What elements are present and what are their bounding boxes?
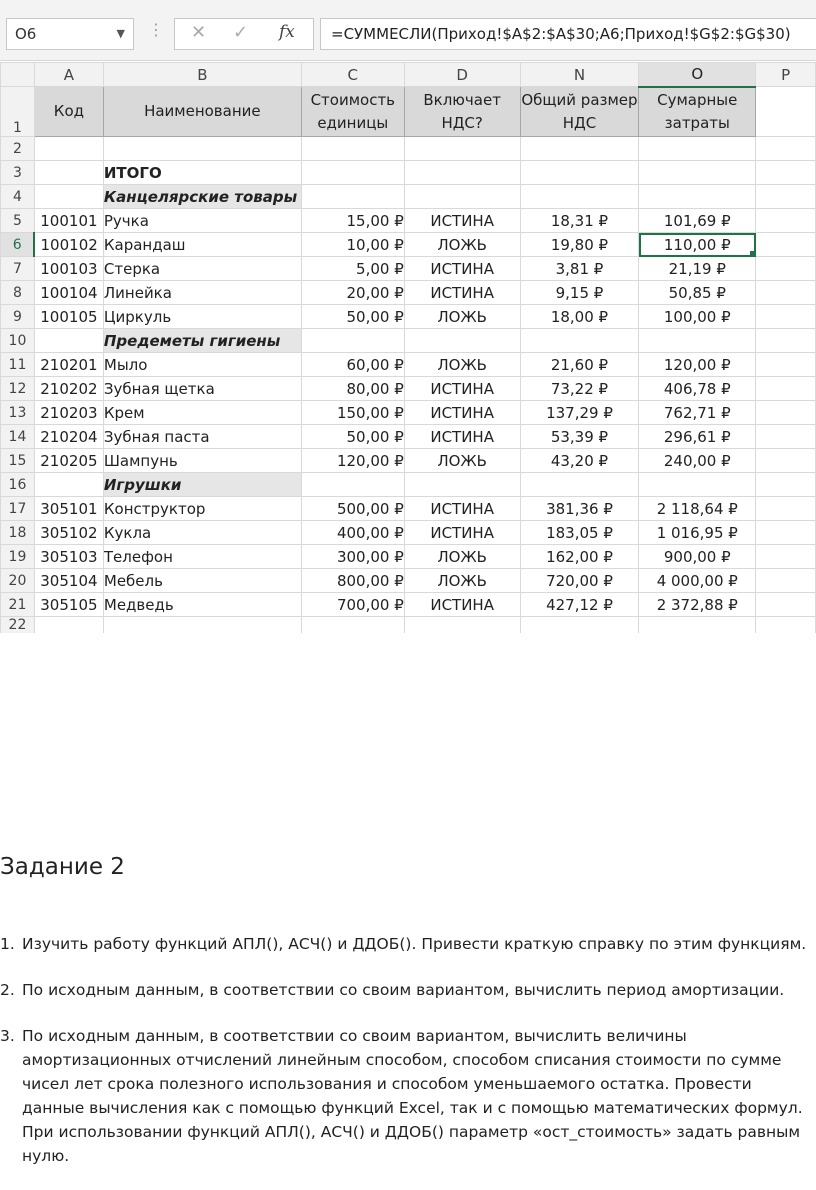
cell-vat-included[interactable]: ИСТИНА xyxy=(404,209,520,233)
list-item-text: По исходным данным, в соответствии со своим вариантом, вычислить период амортизации. xyxy=(22,981,785,999)
cell-unit-cost[interactable]: 60,00 ₽ xyxy=(301,353,404,377)
empty-cell[interactable] xyxy=(639,137,756,161)
name-box-value: O6 xyxy=(15,25,37,43)
cell-vat-included[interactable]: ЛОЖЬ xyxy=(404,353,520,377)
cell-name[interactable]: Кукла xyxy=(103,521,301,545)
empty-cell[interactable] xyxy=(34,617,103,634)
cell-vat-included[interactable]: ИСТИНА xyxy=(404,497,520,521)
header-cell-code[interactable]: Код xyxy=(34,87,103,137)
empty-cell[interactable] xyxy=(639,617,756,634)
empty-cell[interactable] xyxy=(404,473,520,497)
cell-vat-included[interactable]: ИСТИНА xyxy=(404,521,520,545)
cell-unit-cost[interactable]: 120,00 ₽ xyxy=(301,449,404,473)
row-header[interactable]: 5 xyxy=(1,209,35,233)
cell-total-cost[interactable]: 240,00 ₽ xyxy=(639,449,756,473)
empty-cell[interactable] xyxy=(639,185,756,209)
empty-cell[interactable] xyxy=(520,185,639,209)
empty-cell[interactable] xyxy=(301,473,404,497)
empty-cell[interactable] xyxy=(34,185,103,209)
task-list xyxy=(0,932,816,1190)
empty-cell[interactable] xyxy=(520,473,639,497)
table-row xyxy=(1,377,816,401)
cell-vat-included[interactable]: ИСТИНА xyxy=(404,377,520,401)
cell-vat-included[interactable]: ИСТИНА xyxy=(404,257,520,281)
row-header[interactable]: 9 xyxy=(1,305,35,329)
cell-vat-included[interactable]: ЛОЖЬ xyxy=(404,233,520,257)
formula-input[interactable] xyxy=(320,18,816,50)
cell-unit-cost[interactable]: 20,00 ₽ xyxy=(301,281,404,305)
cell-name[interactable]: Циркуль xyxy=(103,305,301,329)
empty-cell[interactable] xyxy=(756,281,816,305)
row-header[interactable]: 11 xyxy=(1,353,35,377)
select-all-corner[interactable] xyxy=(1,63,35,87)
list-item-number: 1. xyxy=(0,935,15,953)
empty-cell[interactable] xyxy=(756,329,816,353)
table-row xyxy=(1,161,816,185)
cell-total-cost[interactable]: 2 118,64 ₽ xyxy=(639,497,756,521)
cell-code[interactable]: 305104 xyxy=(34,569,103,593)
table-row xyxy=(1,233,816,257)
cell-vat-total[interactable]: 720,00 ₽ xyxy=(520,569,639,593)
cancel-icon[interactable]: ✕ xyxy=(191,22,207,43)
empty-cell[interactable] xyxy=(404,185,520,209)
cell-vat-total[interactable]: 381,36 ₽ xyxy=(520,497,639,521)
row-header[interactable]: 15 xyxy=(1,449,35,473)
cell-vat-total[interactable]: 53,39 ₽ xyxy=(520,425,639,449)
sheet-table xyxy=(0,62,816,633)
table-row xyxy=(1,545,816,569)
empty-cell[interactable] xyxy=(756,353,816,377)
table-row xyxy=(1,521,816,545)
cell-unit-cost[interactable]: 700,00 ₽ xyxy=(301,593,404,617)
empty-cell[interactable] xyxy=(756,401,816,425)
empty-cell[interactable] xyxy=(756,87,816,137)
empty-cell[interactable] xyxy=(404,137,520,161)
table-row xyxy=(1,401,816,425)
cell-name[interactable]: Конструктор xyxy=(103,497,301,521)
cell-name[interactable]: Зубная щетка xyxy=(103,377,301,401)
cell-name[interactable]: Зубная паста xyxy=(103,425,301,449)
column-header[interactable]: B xyxy=(103,63,301,87)
cell-unit-cost[interactable]: 15,00 ₽ xyxy=(301,209,404,233)
cell-vat-total[interactable]: 21,60 ₽ xyxy=(520,353,639,377)
cell-vat-total[interactable]: 183,05 ₽ xyxy=(520,521,639,545)
more-vertical-icon: ⋮ xyxy=(148,20,164,39)
cell-unit-cost[interactable]: 800,00 ₽ xyxy=(301,569,404,593)
cell-name[interactable]: Мебель xyxy=(103,569,301,593)
cell-total-cost[interactable]: 4 000,00 ₽ xyxy=(639,569,756,593)
cell-vat-included[interactable]: ИСТИНА xyxy=(404,425,520,449)
formula-text: =СУММЕСЛИ(Приход!$A$2:$A$30;A6;Приход!$G$2:$G$30) xyxy=(331,25,791,43)
empty-cell[interactable] xyxy=(520,137,639,161)
row-header[interactable]: 18 xyxy=(1,521,35,545)
table-header-row xyxy=(1,87,816,137)
column-header-selected[interactable]: O xyxy=(639,63,756,87)
empty-cell[interactable] xyxy=(756,617,816,634)
cell-vat-total[interactable]: 18,00 ₽ xyxy=(520,305,639,329)
row-header[interactable]: 22 xyxy=(1,617,35,634)
cell-name[interactable]: Линейка xyxy=(103,281,301,305)
row-header[interactable]: 17 xyxy=(1,497,35,521)
empty-cell[interactable] xyxy=(404,161,520,185)
empty-cell[interactable] xyxy=(756,233,816,257)
table-row xyxy=(1,425,816,449)
list-item xyxy=(0,1024,816,1168)
empty-cell[interactable] xyxy=(756,305,816,329)
cell-total-cost[interactable]: 120,00 ₽ xyxy=(639,353,756,377)
empty-cell[interactable] xyxy=(756,497,816,521)
empty-cell[interactable] xyxy=(756,449,816,473)
row-header[interactable]: 7 xyxy=(1,257,35,281)
table-row xyxy=(1,617,816,634)
cell-name[interactable]: Шампунь xyxy=(103,449,301,473)
cell-name[interactable]: Ручка xyxy=(103,209,301,233)
cell-name[interactable]: Медведь xyxy=(103,593,301,617)
row-header[interactable]: 1 xyxy=(1,87,35,137)
cell-unit-cost[interactable]: 5,00 ₽ xyxy=(301,257,404,281)
cell-code[interactable]: 100104 xyxy=(34,281,103,305)
cell-code[interactable]: 100105 xyxy=(34,305,103,329)
table-row xyxy=(1,593,816,617)
empty-cell[interactable] xyxy=(34,329,103,353)
check-icon[interactable]: ✓ xyxy=(233,22,249,43)
table-row xyxy=(1,281,816,305)
table-row xyxy=(1,137,816,161)
empty-cell[interactable] xyxy=(756,257,816,281)
cell-category[interactable]: Канцелярские товары xyxy=(103,185,301,209)
task-title: Задание 2 xyxy=(0,854,125,880)
empty-cell[interactable] xyxy=(301,137,404,161)
empty-cell[interactable] xyxy=(756,377,816,401)
column-header-row xyxy=(1,63,816,87)
empty-cell[interactable] xyxy=(301,329,404,353)
empty-cell[interactable] xyxy=(301,161,404,185)
empty-cell[interactable] xyxy=(756,185,816,209)
row-header[interactable]: 21 xyxy=(1,593,35,617)
row-header[interactable]: 8 xyxy=(1,281,35,305)
formula-bar xyxy=(0,0,816,61)
cell-vat-total[interactable]: 3,81 ₽ xyxy=(520,257,639,281)
row-header[interactable]: 3 xyxy=(1,161,35,185)
cell-vat-total[interactable]: 19,80 ₽ xyxy=(520,233,639,257)
table-row xyxy=(1,305,816,329)
cell-unit-cost[interactable]: 300,00 ₽ xyxy=(301,545,404,569)
list-item xyxy=(0,978,816,1002)
cell-vat-total[interactable]: 137,29 ₽ xyxy=(520,401,639,425)
cell-code[interactable]: 100103 xyxy=(34,257,103,281)
row-header[interactable]: 20 xyxy=(1,569,35,593)
header-cell-name[interactable]: Наименование xyxy=(103,87,301,137)
empty-cell[interactable] xyxy=(756,545,816,569)
cell-unit-cost[interactable]: 80,00 ₽ xyxy=(301,377,404,401)
cell-name[interactable]: Мыло xyxy=(103,353,301,377)
column-header[interactable]: N xyxy=(520,63,639,87)
column-header[interactable]: D xyxy=(404,63,520,87)
cell-code[interactable]: 210203 xyxy=(34,401,103,425)
empty-cell[interactable] xyxy=(301,185,404,209)
table-row xyxy=(1,497,816,521)
cell-total-cost[interactable]: 2 372,88 ₽ xyxy=(639,593,756,617)
list-item-text: По исходным данным, в соответствии со своим вариантом, вычислить величины амортизационных отчислений линейным способом, способом списания стоимости по сумме чисел лет срока полезного использования и способом уменьшаемого остатка. Провести данные вычисления как с помощью функций Excel, так и с помощью математических формул. При использовании функций АПЛ(), АСЧ() и ДДОБ() параметр «ост_стоимость» задать равным нулю. xyxy=(22,1027,803,1165)
cell-total-cost[interactable]: 762,71 ₽ xyxy=(639,401,756,425)
cell-vat-total[interactable]: 73,22 ₽ xyxy=(520,377,639,401)
list-item xyxy=(0,932,816,956)
cell-total-cost[interactable]: 50,85 ₽ xyxy=(639,281,756,305)
cell-vat-total[interactable]: 9,15 ₽ xyxy=(520,281,639,305)
row-header[interactable]: 16 xyxy=(1,473,35,497)
cell-total-label[interactable]: ИТОГО xyxy=(103,161,301,185)
cell-total-cost[interactable]: 1 016,95 ₽ xyxy=(639,521,756,545)
empty-cell[interactable] xyxy=(520,617,639,634)
empty-cell[interactable] xyxy=(301,617,404,634)
row-header[interactable]: 4 xyxy=(1,185,35,209)
cell-vat-total[interactable]: 427,12 ₽ xyxy=(520,593,639,617)
empty-cell[interactable] xyxy=(34,473,103,497)
cell-code[interactable]: 210202 xyxy=(34,377,103,401)
cell-vat-included[interactable]: ЛОЖЬ xyxy=(404,545,520,569)
name-box[interactable] xyxy=(6,18,134,50)
empty-cell[interactable] xyxy=(34,161,103,185)
cell-code[interactable]: 210205 xyxy=(34,449,103,473)
empty-cell[interactable] xyxy=(639,473,756,497)
empty-cell[interactable] xyxy=(520,329,639,353)
column-header[interactable]: C xyxy=(301,63,404,87)
formula-actions xyxy=(174,18,314,50)
fill-handle[interactable] xyxy=(750,251,756,257)
table-row xyxy=(1,185,816,209)
cell-vat-included[interactable]: ЛОЖЬ xyxy=(404,305,520,329)
row-header[interactable]: 2 xyxy=(1,137,35,161)
cell-category[interactable]: Игрушки xyxy=(103,473,301,497)
empty-cell[interactable] xyxy=(404,617,520,634)
row-header[interactable]: 14 xyxy=(1,425,35,449)
header-cell-vat-included[interactable]: Включает НДС? xyxy=(404,87,520,137)
table-row xyxy=(1,473,816,497)
column-header[interactable]: P xyxy=(756,63,816,87)
column-header[interactable]: A xyxy=(34,63,103,87)
list-item-text: Изучить работу функций АПЛ(), АСЧ() и ДДОБ(). Привести краткую справку по этим функциям. xyxy=(22,935,807,953)
cell-unit-cost[interactable]: 50,00 ₽ xyxy=(301,305,404,329)
empty-cell[interactable] xyxy=(103,617,301,634)
cell-name[interactable]: Крем xyxy=(103,401,301,425)
empty-cell[interactable] xyxy=(639,161,756,185)
chevron-down-icon[interactable]: ▼ xyxy=(116,27,125,40)
cell-total-cost[interactable]: 21,19 ₽ xyxy=(639,257,756,281)
table-row xyxy=(1,569,816,593)
cell-total-cost[interactable]: 101,69 ₽ xyxy=(639,209,756,233)
header-cell-unit-cost[interactable]: Стоимость единицы xyxy=(301,87,404,137)
cell-unit-cost[interactable]: 400,00 ₽ xyxy=(301,521,404,545)
cell-total-cost[interactable]: 296,61 ₽ xyxy=(639,425,756,449)
table-row xyxy=(1,329,816,353)
cell-total-cost[interactable]: 100,00 ₽ xyxy=(639,305,756,329)
list-item-number: 3. xyxy=(0,1027,15,1045)
empty-cell[interactable] xyxy=(756,569,816,593)
cell-vat-total[interactable]: 18,31 ₽ xyxy=(520,209,639,233)
table-row xyxy=(1,257,816,281)
cell-unit-cost[interactable]: 50,00 ₽ xyxy=(301,425,404,449)
empty-cell[interactable] xyxy=(756,521,816,545)
cell-unit-cost[interactable]: 500,00 ₽ xyxy=(301,497,404,521)
empty-cell[interactable] xyxy=(756,425,816,449)
cell-code[interactable]: 305101 xyxy=(34,497,103,521)
cell-vat-included[interactable]: ЛОЖЬ xyxy=(404,569,520,593)
cell-unit-cost[interactable]: 10,00 ₽ xyxy=(301,233,404,257)
cell-name[interactable]: Телефон xyxy=(103,545,301,569)
table-row xyxy=(1,353,816,377)
cell-vat-included[interactable]: ИСТИНА xyxy=(404,281,520,305)
cell-name[interactable]: Карандаш xyxy=(103,233,301,257)
empty-cell[interactable] xyxy=(103,137,301,161)
empty-cell[interactable] xyxy=(520,161,639,185)
empty-cell[interactable] xyxy=(756,473,816,497)
cell-vat-total[interactable]: 162,00 ₽ xyxy=(520,545,639,569)
table-row xyxy=(1,449,816,473)
empty-cell[interactable] xyxy=(404,329,520,353)
cell-vat-included[interactable]: ЛОЖЬ xyxy=(404,449,520,473)
cell-category[interactable]: Предеметы гигиены xyxy=(103,329,301,353)
cell-total-cost[interactable]: 110,00 ₽ xyxy=(639,233,756,257)
cell-vat-total[interactable]: 43,20 ₽ xyxy=(520,449,639,473)
empty-cell[interactable] xyxy=(756,161,816,185)
table-row xyxy=(1,209,816,233)
cell-total-cost[interactable]: 406,78 ₽ xyxy=(639,377,756,401)
row-header[interactable]: 6 xyxy=(1,233,35,257)
cell-code[interactable]: 100102 xyxy=(34,233,103,257)
empty-cell[interactable] xyxy=(34,137,103,161)
header-cell-vat-total[interactable]: Общий размер НДС xyxy=(520,87,639,137)
empty-cell[interactable] xyxy=(756,593,816,617)
row-header[interactable]: 12 xyxy=(1,377,35,401)
row-header[interactable]: 13 xyxy=(1,401,35,425)
row-header[interactable]: 10 xyxy=(1,329,35,353)
cell-code[interactable]: 305105 xyxy=(34,593,103,617)
insert-function-icon[interactable]: fx xyxy=(279,22,295,42)
empty-cell[interactable] xyxy=(756,137,816,161)
empty-cell[interactable] xyxy=(639,329,756,353)
header-cell-total-cost[interactable]: Сумарные затраты xyxy=(639,87,756,137)
cell-code[interactable]: 210204 xyxy=(34,425,103,449)
spreadsheet-grid xyxy=(0,62,816,633)
empty-cell[interactable] xyxy=(756,209,816,233)
cell-total-cost[interactable]: 900,00 ₽ xyxy=(639,545,756,569)
list-item-number: 2. xyxy=(0,981,15,999)
cell-name[interactable]: Стерка xyxy=(103,257,301,281)
cell-unit-cost[interactable]: 150,00 ₽ xyxy=(301,401,404,425)
row-header[interactable]: 19 xyxy=(1,545,35,569)
cell-code[interactable]: 100101 xyxy=(34,209,103,233)
cell-code[interactable]: 305102 xyxy=(34,521,103,545)
cell-code[interactable]: 210201 xyxy=(34,353,103,377)
cell-code[interactable]: 305103 xyxy=(34,545,103,569)
cell-vat-included[interactable]: ИСТИНА xyxy=(404,593,520,617)
cell-vat-included[interactable]: ИСТИНА xyxy=(404,401,520,425)
